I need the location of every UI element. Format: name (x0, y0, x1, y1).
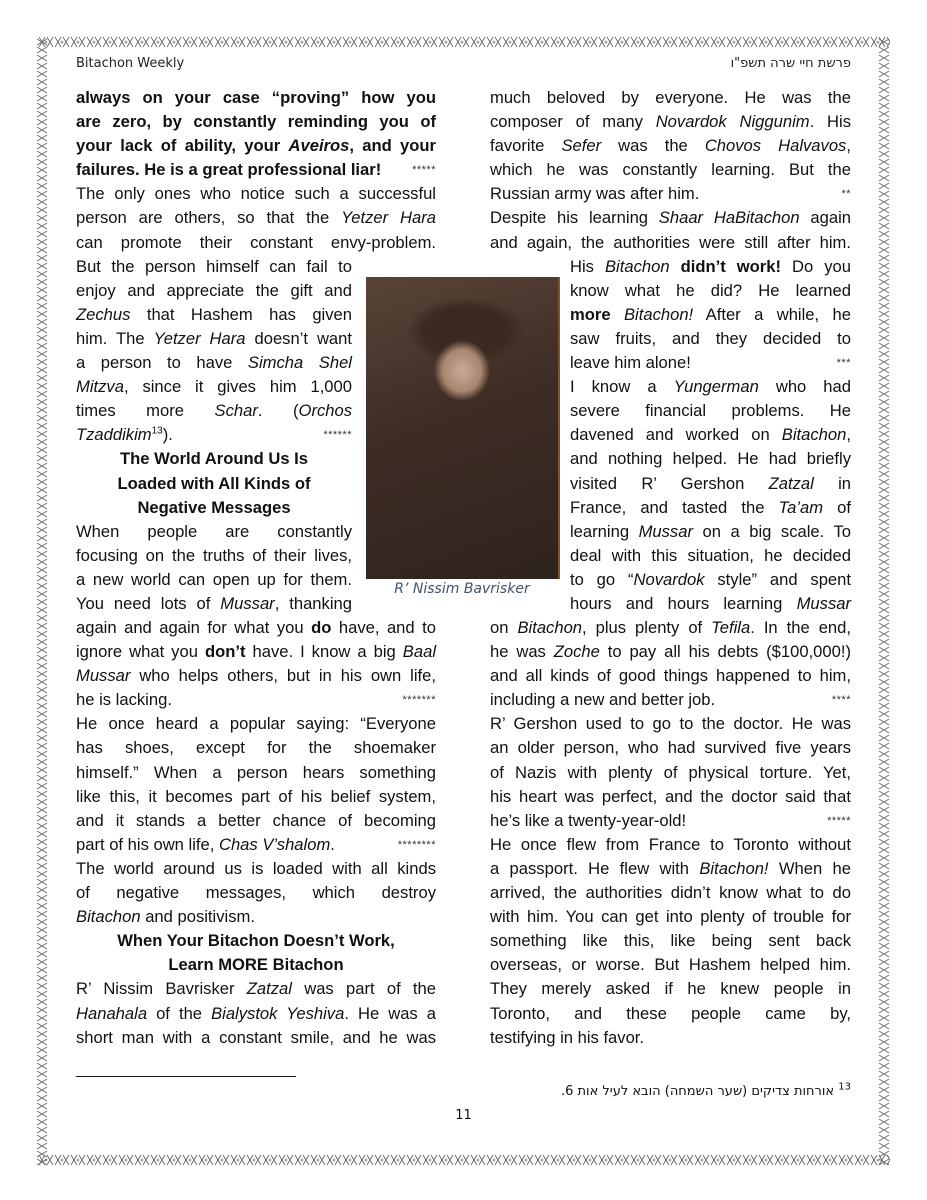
text-line: deal with this situation, he decided (570, 545, 851, 565)
text-line: person are others, so that the Yetzer Hara (76, 208, 436, 228)
text-line: failures. He is a great professional liar! ***** (76, 158, 436, 182)
page-number: 11 (455, 1108, 472, 1123)
text-line: and it stands a better chance of becoming (76, 810, 436, 830)
text-line: a person to have Simcha Shel (76, 353, 352, 373)
page-border-left (36, 38, 48, 1166)
section-heading: Negative Messages (137, 497, 291, 517)
header-publication-title: Bitachon Weekly (76, 56, 185, 71)
section-separator-stars: ******* (402, 694, 436, 707)
text-line: his heart was perfect, and the doctor said that (490, 786, 851, 806)
left-column-wrap (76, 255, 352, 616)
left-column-lower (76, 616, 436, 1050)
text-line: Zechus that Hashem has given (76, 304, 352, 324)
text-line: composer of many Novardok Niggunim. His (490, 112, 851, 132)
text-line: Mitzva, since it gives him 1,000 (76, 377, 352, 397)
text-line: of negative messages, which destroy (76, 883, 436, 903)
text-line: I know a Yungerman who had (570, 377, 851, 397)
section-heading: When Your Bitachon Doesn’t Work, (117, 931, 395, 951)
text-line: an older person, who had survived five years (490, 738, 851, 758)
page-border-right (878, 38, 890, 1166)
photo-caption: R’ Nissim Bavrisker (394, 581, 530, 597)
text-line: are zero, by constantly reminding you of (76, 112, 436, 132)
right-column-lower (490, 616, 851, 1050)
section-separator-stars: **** (831, 694, 851, 707)
text-line: visited R’ Gershon Zatzal in (570, 473, 851, 493)
text-line: He once flew from France to Toronto without (490, 834, 851, 854)
text-line: he is lacking. ******* (76, 688, 436, 712)
text-line: including a new and better job. **** (490, 688, 851, 712)
text-line: a new world can open up for them. (76, 569, 352, 589)
text-line: learning Mussar on a big scale. To (570, 521, 851, 541)
page-border-bottom (38, 1154, 890, 1166)
text-line: and again, the authorities were still after him. (490, 232, 851, 252)
text-line: focusing on the truths of their lives, (76, 545, 352, 565)
section-separator-stars: ***** (827, 814, 851, 827)
text-line: more Bitachon! After a while, he (570, 304, 852, 324)
text-line: and all kinds of good things happened to him, (490, 666, 851, 686)
text-line: His Bitachon didn’t work! Do you (570, 256, 851, 276)
section-separator-stars: ***** (412, 164, 436, 177)
text-line: R’ Nissim Bavrisker Zatzal was part of the (76, 979, 437, 999)
page-border-top (38, 36, 890, 48)
text-line: has shoes, except for the shoemaker (76, 738, 436, 758)
footnote-text: אורחות צדיקים (שער השמחה) הובא לעיל אות 6. (560, 1084, 835, 1099)
text-line: he was Zoche to pay all his debts ($100,000!) (490, 642, 851, 662)
text-line: saw fruits, and they decided to (570, 328, 851, 348)
text-line: The only ones who notice such a successful (76, 184, 436, 204)
text-line: always on your case “proving” how you (76, 88, 436, 107)
section-separator-stars: ** (841, 188, 851, 201)
text-line: like this, it becomes part of his belief system, (76, 786, 436, 806)
section-separator-stars: *** (836, 357, 851, 370)
text-line: overseas, or worse. But Hashem helped him. (490, 955, 851, 975)
text-line: leave him alone! *** (570, 351, 851, 375)
text-line: short man with a constant smile, and he was (76, 1027, 436, 1047)
text-line: something like this, like being sent back (490, 931, 851, 951)
section-heading: Learn MORE Bitachon (168, 955, 344, 975)
section-heading: Loaded with All Kinds of (117, 473, 311, 493)
text-line: They merely asked if he knew people in (490, 979, 851, 999)
header-parsha-title: פרשת חיי שרה תשפ"ו (730, 56, 851, 71)
text-line: Tzaddikim$^{13}$). ****** (76, 423, 352, 447)
text-line: Bitachon and positivism. (76, 907, 255, 927)
text-line: times more Schar. (Orchos (76, 401, 353, 421)
text-line: davened and worked on Bitachon, (570, 425, 851, 445)
text-line: France, and tasted the Ta’am of (570, 497, 852, 517)
text-line: know what he did? He learned (570, 280, 851, 300)
text-line: The world around us is loaded with all kinds (76, 858, 436, 878)
text-line: When people are constantly (76, 521, 352, 541)
text-line: to go “Novardok style” and spent (570, 569, 851, 589)
text-line: your lack of ability, your Aveiros, and your (76, 136, 436, 156)
text-line: again and again for what you do have, and to (76, 618, 436, 637)
text-line: hours and hours learning Mussar (570, 594, 851, 613)
right-column-wrap (570, 255, 851, 616)
text-line: with him. You can get into plenty of trouble for (490, 907, 851, 927)
footnote (560, 1081, 851, 1099)
text-line: him. The Yetzer Hara doesn’t want (76, 328, 352, 348)
text-line: of Nazis with plenty of physical torture. Yet, (490, 762, 851, 782)
text-line: Toronto, and these people came by, (490, 1003, 851, 1023)
text-line: Mussar who helps others, but in his own life, (76, 666, 436, 686)
section-separator-stars: ****** (323, 429, 352, 442)
text-line: enjoy and appreciate the gift and (76, 280, 352, 300)
text-line: R’ Gershon used to go to the doctor. He was (490, 714, 851, 734)
text-line: he’s like a twenty-year-old! ***** (490, 809, 851, 833)
text-line: part of his own life, Chas V’shalom. ******** (76, 833, 436, 857)
text-line: arrived, the authorities didn’t know what to do (490, 883, 851, 903)
section-separator-stars: ******** (397, 838, 436, 851)
text-line: which he was constantly learning. But the (490, 160, 851, 180)
text-line: Hanahala of the Bialystok Yeshiva. He was a (76, 1003, 436, 1023)
footnote-number: 13 (838, 1081, 851, 1093)
section-heading: The World Around Us Is (119, 449, 309, 469)
text-line: ignore what you don’t have. I know a big Baal (76, 642, 437, 662)
text-line: But the person himself can fail to (76, 256, 352, 276)
text-line: himself.” When a person hears something (76, 762, 436, 782)
text-line: and nothing helped. He had briefly (570, 449, 851, 469)
portrait-photo (366, 277, 560, 579)
left-column (76, 86, 436, 255)
text-line: severe financial problems. He (570, 401, 851, 421)
text-line: favorite Sefer was the Chovos Halvavos, (490, 136, 851, 156)
footnote-ref: 13 (151, 425, 163, 437)
text-line: much beloved by everyone. He was the (490, 88, 851, 107)
text-line: on Bitachon, plus plenty of Tefila. In the end, (490, 618, 851, 637)
text-line: You need lots of Mussar, thanking (76, 594, 352, 613)
text-line: can promote their constant envy-problem. (76, 232, 436, 252)
text-line: testifying in his favor. (490, 1027, 645, 1047)
right-column (490, 86, 851, 255)
text-line: He once heard a popular saying: “Everyone (76, 714, 436, 734)
text-line: a passport. He flew with Bitachon! When he (490, 858, 852, 878)
footnote-separator (76, 1076, 296, 1077)
text-line: Despite his learning Shaar HaBitachon again (490, 208, 851, 228)
text-line: Russian army was after him. ** (490, 182, 851, 206)
